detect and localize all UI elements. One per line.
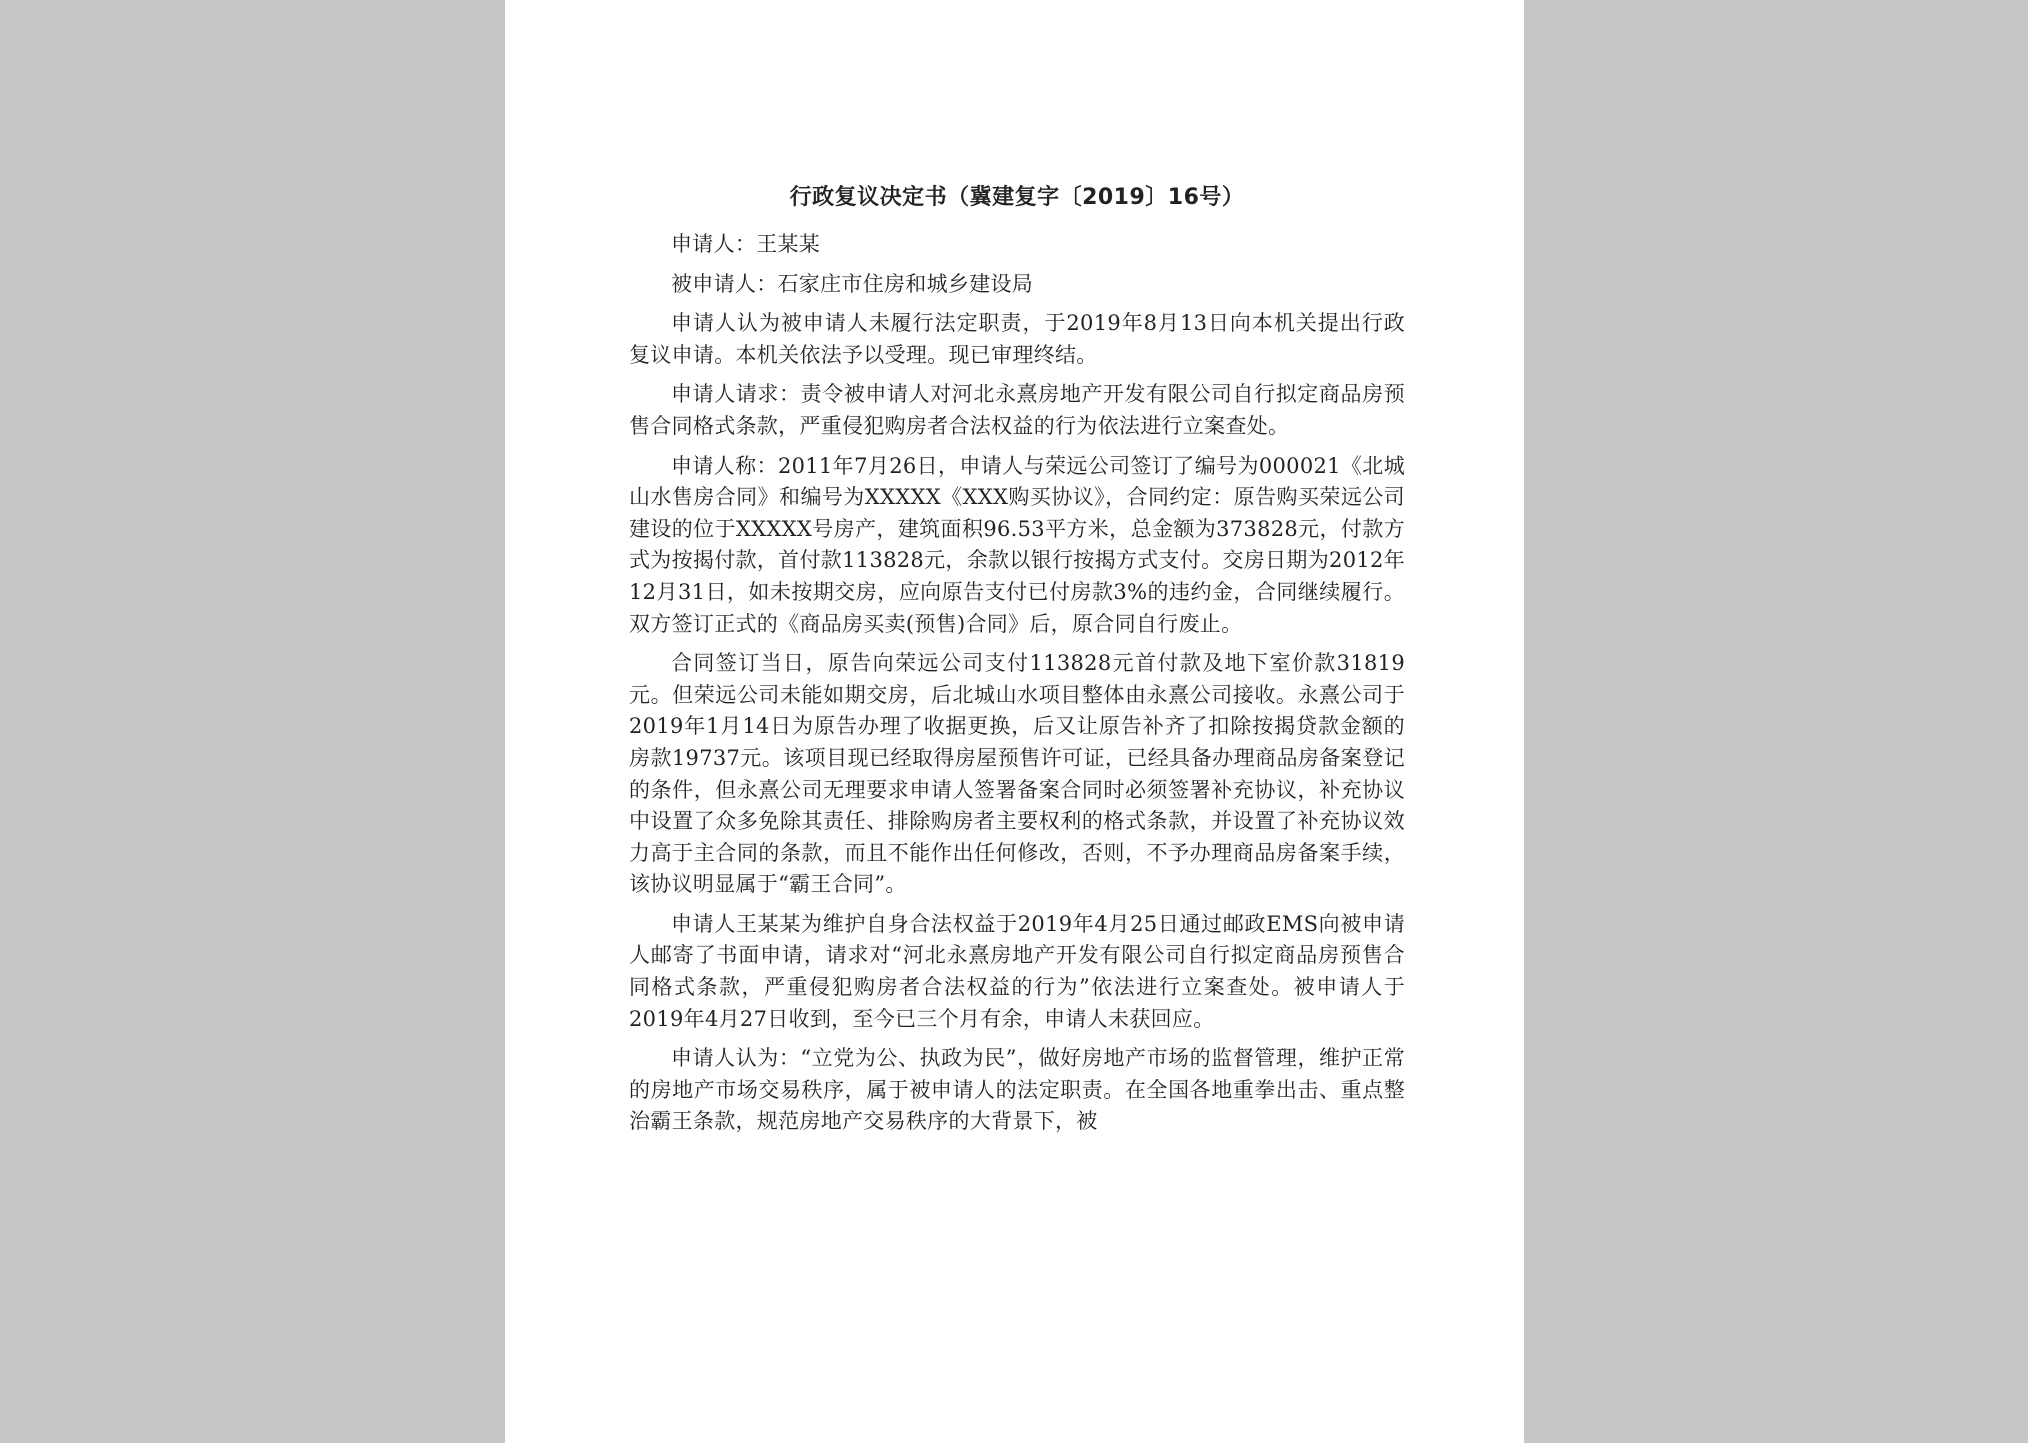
paragraph-application: 申请人认为被申请人未履行法定职责，于2019年8月13日向本机关提出行政复议申请。本机关依法予以受理。现已审理终结。 <box>629 311 1405 367</box>
respondent-line: 被申请人：石家庄市住房和城乡建设局 <box>671 271 1034 296</box>
page-content <box>629 181 1405 1146</box>
paragraph-opinion: 申请人认为：“立党为公、执政为民”，做好房地产市场的监督管理，维护正常的房地产市场交易秩序，属于被申请人的法定职责。在全国各地重拳出击、重点整治霸王条款，规范房地产交易秩序的大背景下，被 <box>629 1046 1405 1134</box>
document-title: 行政复议决定书（冀建复字〔2019〕16号） <box>789 185 1245 210</box>
document-page <box>505 0 1524 1443</box>
paragraph-claim: 申请人称：2011年7月26日，申请人与荣远公司签订了编号为000021《北城山水售房合同》和编号为XXXXX《XXX购买协议》，合同约定：原告购买荣远公司建设的位于XXXXX号房产，建筑面积96.53平方米，总金额为373828元，付款方式为按揭付款，首付款113828元，余款以银行按揭方式支付。交房日期为2012年12月31日，如未按期交房，应向原告支付已付房款3%的违约金，合同继续履行。双方签订正式的《商品房买卖(预售)合同》后，原合同自行废止。 <box>629 453 1405 636</box>
applicant-line: 申请人：王某某 <box>671 232 821 256</box>
paragraph-contract: 合同签订当日，原告向荣远公司支付113828元首付款及地下室价款31819元。但荣远公司未能如期交房，后北城山水项目整体由永熹公司接收。永熹公司于2019年1月14日为原告办理了收据更换，后又让原告补齐了扣除按揭贷款金额的房款19737元。该项目现已经取得房屋预售许可证，已经具备办理商品房备案登记的条件，但永熹公司无理要求申请人签署备案合同时必须签署补充协议，补充协议中设置了众多免除其责任、排除购房者主要权利的格式条款，并设置了补充协议效力高于主合同的条款，而且不能作出任何修改，否则，不予办理商品房备案手续，该协议明显属于“霸王合同”。 <box>629 651 1405 897</box>
paragraph-ems-request: 申请人王某某为维护自身合法权益于2019年4月25日通过邮政EMS向被申请人邮寄了书面申请，请求对“河北永熹房地产开发有限公司自行拟定商品房预售合同格式条款，严重侵犯购房者合法权益的行为”依法进行立案查处。被申请人于2019年4月27日收到，至今已三个月有余，申请人未获回应。 <box>629 911 1405 1031</box>
paragraph-request: 申请人请求：责令被申请人对河北永熹房地产开发有限公司自行拟定商品房预售合同格式条款，严重侵犯购房者合法权益的行为依法进行立案查处。 <box>629 382 1405 438</box>
